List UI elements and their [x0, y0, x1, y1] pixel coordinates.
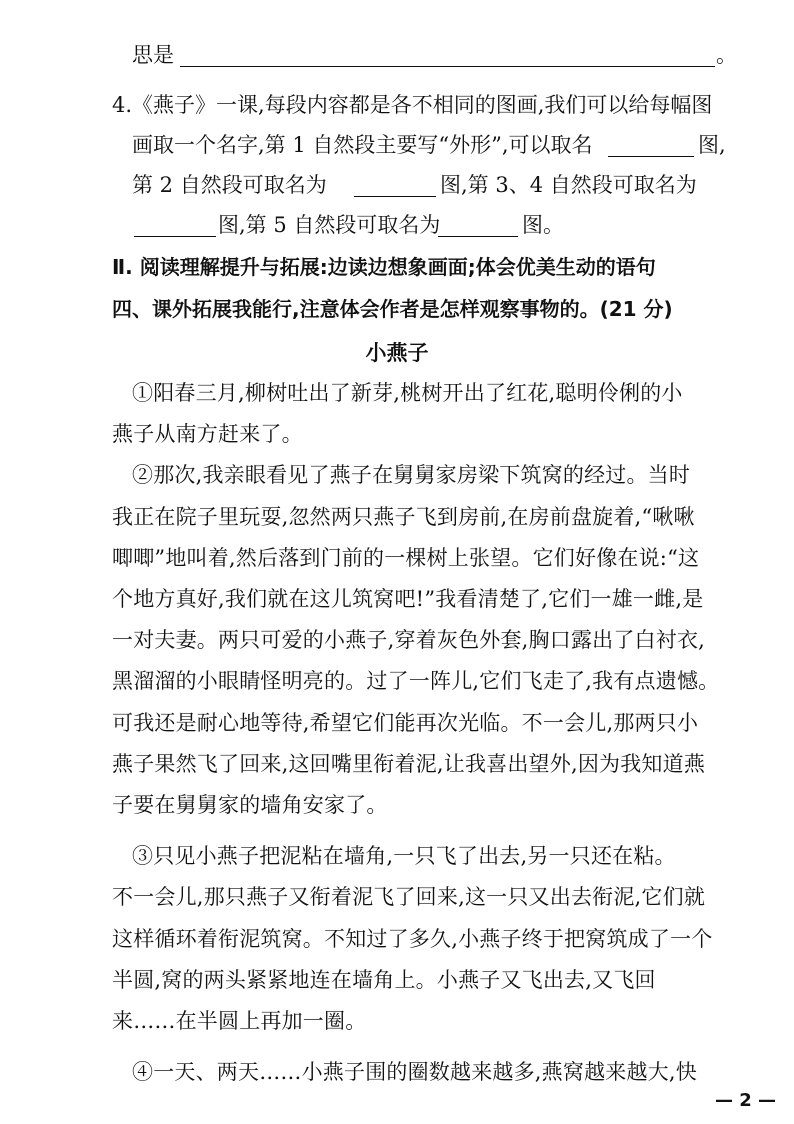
q3-tail-text: 思是: [132, 43, 174, 67]
q4-text-4a: 图,第 5 自然段可取名为: [218, 213, 441, 237]
passage-title: 小燕子: [365, 341, 429, 365]
passage-line-text: ②那次,我亲眼看见了燕子在舅舅家房梁下筑窝的经过。当时: [132, 463, 691, 487]
passage-line-text: 我正在院子里玩耍,忽然两只燕子飞到房前,在房前盘旋着,“啾啾: [112, 505, 695, 529]
passage-line-text: ④一天、两天……小燕子围的圈数越来越多,燕窝越来越大,快: [132, 1060, 697, 1084]
passage-line-text: 黑溜溜的小眼睛怪明亮的。过了一阵儿,它们飞走了,我有点遗憾。: [112, 669, 720, 693]
passage-line-text: 个地方真好,我们就在这儿筑窝吧!”我看清楚了,它们一雄一雌,是: [112, 587, 704, 611]
q4-text-3b: 图,第 3、4 自然段可取名为: [440, 173, 697, 197]
q4-blank-4[interactable]: [438, 214, 518, 237]
passage-line-text: 一对夫妻。两只可爱的小燕子,穿着灰色外套,胸口露出了白衬衣,: [112, 628, 706, 652]
q4-text-4b: 图。: [522, 213, 564, 237]
q3-answer-blank[interactable]: [180, 44, 715, 67]
passage-line-text: 来……在半圆上再加一圈。: [112, 1009, 367, 1033]
section-2-heading-text: Ⅱ. 阅读理解提升与拓展:边读边想象画面;体会优美生动的语句: [112, 255, 656, 279]
q4-text-3a: 第 2 自然段可取名为: [132, 173, 327, 197]
passage-line-text: 燕子从南方赶来了。: [112, 422, 303, 446]
passage-line-text: 不一会儿,那只燕子又衔着泥飞了回来,这一只又出去衔泥,它们就: [112, 885, 706, 909]
q4-blank-3[interactable]: [134, 214, 216, 237]
q4-blank-1[interactable]: [608, 134, 694, 157]
page-number: — 2 —: [714, 1090, 776, 1111]
passage-line-text: 半圆,窝的两头紧紧地连在墙角上。小燕子又飞出去,又飞回: [112, 968, 656, 992]
passage-line-text: ③只见小燕子把泥粘在墙角,一只飞了出去,另一只还在粘。: [132, 844, 676, 868]
passage-line-text: 子要在舅舅家的墙角安家了。: [112, 793, 388, 817]
passage-line-text: 燕子果然飞了回来,这回嘴里衔着泥,让我喜出望外,因为我知道燕: [112, 752, 706, 776]
q4-blank-2[interactable]: [354, 174, 436, 197]
passage-line-text: 唧唧”地叫着,然后落到门前的一棵树上张望。它们好像在说:“这: [112, 546, 700, 570]
q4-text-2a: 画取一个名字,第 1 自然段主要写“外形”,可以取名: [132, 133, 593, 157]
q4-text-1: 4.《燕子》一课,每段内容都是各不相同的图画,我们可以给每幅图: [112, 93, 713, 117]
q4-text-2b: 图,: [698, 133, 726, 157]
q3-end-period: 。: [716, 43, 737, 67]
section-4-heading-text: 四、课外拓展我能行,注意体会作者是怎样观察事物的。(21 分): [112, 297, 673, 321]
passage-line-text: ①阳春三月,柳树吐出了新芽,桃树开出了红花,聪明伶俐的小: [132, 381, 683, 405]
passage-line-text: 这样循环着衔泥筑窝。不知过了多久,小燕子终于把窝筑成了一个: [112, 927, 713, 951]
passage-line-text: 可我还是耐心地等待,希望它们能再次光临。不一会儿,那两只小: [112, 711, 699, 735]
